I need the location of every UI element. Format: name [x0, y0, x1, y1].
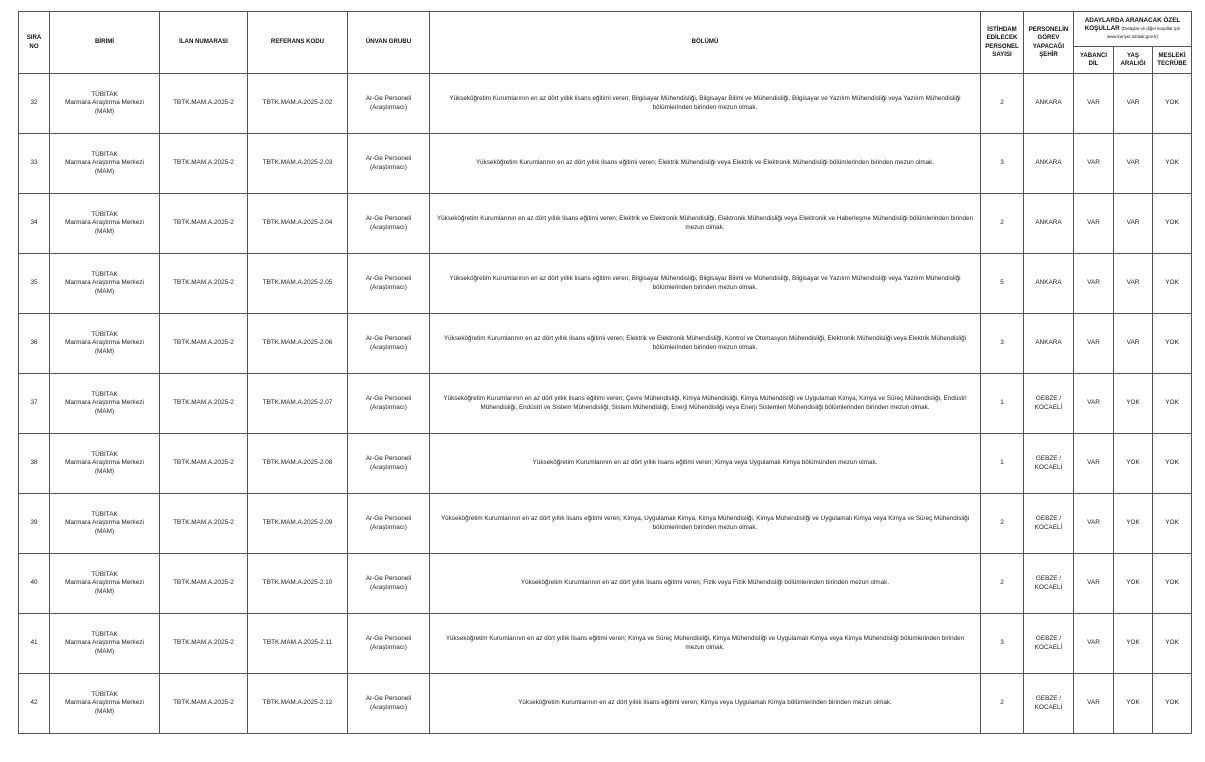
unvan-line: (Araştırmacı)	[370, 583, 407, 591]
sehir-line: GEBZE /	[1035, 574, 1062, 582]
sira-no-cell: 40	[19, 554, 50, 614]
header-birimi: BİRİMİ	[50, 12, 160, 74]
birim-line: Marmara Araştırma Merkezi	[65, 459, 144, 467]
personel-sayisi-cell: 3	[981, 134, 1024, 194]
sira-no-cell: 41	[19, 614, 50, 674]
yas-araligi-cell: VAR	[1114, 134, 1153, 194]
unvan-line: Ar-Ge Personeli	[365, 394, 412, 402]
header-ozel-kosullar	[1074, 12, 1192, 47]
mesleki-tecrube-cell: YOK	[1153, 554, 1192, 614]
ilan-numarasi-cell: TBTK.MAM.A.2025-2	[160, 254, 248, 314]
bolum-cell: Yükseköğretim Kurumlarının en az dört yıllık lisans eğitimi veren; Elektrik Mühendisliği veya Elektrik ve Elektronik Mühendisliği bölümlerinden birinden mezun olmak.	[430, 134, 981, 194]
referans-kodu-cell: TBTK.MAM.A.2025-2.11	[248, 614, 348, 674]
sehir-line: KOCAELİ	[1034, 583, 1063, 591]
unvan-line: (Araştırmacı)	[370, 463, 407, 471]
referans-kodu-cell: TBTK.MAM.A.2025-2.09	[248, 494, 348, 554]
birim-line: Marmara Araştırma Merkezi	[65, 339, 144, 347]
unvan-line: (Araştırmacı)	[370, 703, 407, 711]
unvan-line: Ar-Ge Personeli	[365, 514, 412, 522]
unvan-line: (Araştırmacı)	[370, 223, 407, 231]
table-row	[19, 614, 1192, 674]
personel-sayisi-cell: 3	[981, 314, 1024, 374]
birim-line: (MAM)	[94, 227, 115, 235]
birim-line: (MAM)	[94, 407, 115, 415]
birim-line: TÜBİTAK	[91, 90, 118, 98]
unvan-cell	[348, 374, 430, 434]
yas-araligi-cell: VAR	[1114, 194, 1153, 254]
yabanci-dil-cell: VAR	[1074, 134, 1114, 194]
sehir-line: ANKARA	[1035, 99, 1062, 107]
ilan-numarasi-cell: TBTK.MAM.A.2025-2	[160, 614, 248, 674]
yabanci-dil-cell: VAR	[1074, 194, 1114, 254]
unvan-line: Ar-Ge Personeli	[365, 454, 412, 462]
ilan-numarasi-cell: TBTK.MAM.A.2025-2	[160, 74, 248, 134]
unvan-line: Ar-Ge Personeli	[365, 154, 412, 162]
birim-line: (MAM)	[94, 347, 115, 355]
yabanci-dil-cell: VAR	[1074, 314, 1114, 374]
birim-cell	[50, 254, 160, 314]
mesleki-tecrube-cell: YOK	[1153, 674, 1192, 734]
ilan-numarasi-cell: TBTK.MAM.A.2025-2	[160, 674, 248, 734]
bolum-cell: Yükseköğretim Kurumlarının en az dört yıllık lisans eğitimi veren; Fizik veya Fizik Mühendisliği bölümlerinden birinden mezun olmak.	[430, 554, 981, 614]
birim-line: (MAM)	[94, 527, 115, 535]
birim-line: Marmara Araştırma Merkezi	[65, 699, 144, 707]
mesleki-tecrube-cell: YOK	[1153, 194, 1192, 254]
sehir-cell	[1024, 314, 1074, 374]
mesleki-tecrube-cell: YOK	[1153, 434, 1192, 494]
unvan-cell	[348, 674, 430, 734]
birim-line: TÜBİTAK	[91, 450, 118, 458]
header-sira-no: SIRA NO	[19, 12, 50, 74]
birim-line: (MAM)	[94, 287, 115, 295]
header-ozel-kosullar-note: (Detaylar ve diğer koşullar için www.kariyer.tubitak.gov.tr)	[1107, 25, 1181, 40]
birim-line: (MAM)	[94, 107, 115, 115]
mesleki-tecrube-cell: YOK	[1153, 374, 1192, 434]
sira-no-cell: 42	[19, 674, 50, 734]
personel-sayisi-cell: 1	[981, 374, 1024, 434]
ilan-numarasi-cell: TBTK.MAM.A.2025-2	[160, 314, 248, 374]
sehir-line: GEBZE /	[1035, 394, 1062, 402]
header-yas-araligi: YAŞ ARALIĞI	[1114, 47, 1153, 74]
sehir-line: GEBZE /	[1035, 514, 1062, 522]
yabanci-dil-cell: VAR	[1074, 554, 1114, 614]
birim-line: Marmara Araştırma Merkezi	[65, 279, 144, 287]
sehir-cell	[1024, 614, 1074, 674]
header-sehir: PERSONELİN GÖREV YAPACAĞI ŞEHİR	[1024, 12, 1074, 74]
bolum-cell: Yükseköğretim Kurumlarının en az dört yıllık lisans eğitimi veren; Elektrik ve Elektronik Mühendisliği, Elektronik Mühendisliği veya Elektronik ve Haberleşme Mühendisliği bölümlerinden birinden mezun olmak.	[430, 194, 981, 254]
mesleki-tecrube-cell: YOK	[1153, 614, 1192, 674]
birim-cell	[50, 194, 160, 254]
sira-no-cell: 34	[19, 194, 50, 254]
table-row	[19, 494, 1192, 554]
birim-line: (MAM)	[94, 467, 115, 475]
birim-cell	[50, 74, 160, 134]
unvan-line: (Araştırmacı)	[370, 103, 407, 111]
birim-line: (MAM)	[94, 167, 115, 175]
yabanci-dil-cell: VAR	[1074, 494, 1114, 554]
referans-kodu-cell: TBTK.MAM.A.2025-2.12	[248, 674, 348, 734]
sehir-line: KOCAELİ	[1034, 523, 1063, 531]
birim-cell	[50, 614, 160, 674]
referans-kodu-cell: TBTK.MAM.A.2025-2.02	[248, 74, 348, 134]
bolum-cell: Yükseköğretim Kurumlarının en az dört yıllık lisans eğitimi veren; Kimya veya Uygulamalı Kimya bölümünden mezun olmak.	[430, 434, 981, 494]
table-row	[19, 74, 1192, 134]
birim-line: Marmara Araştırma Merkezi	[65, 519, 144, 527]
sehir-line: KOCAELİ	[1034, 403, 1063, 411]
personel-sayisi-cell: 2	[981, 674, 1024, 734]
yas-araligi-cell: YOK	[1114, 554, 1153, 614]
birim-line: Marmara Araştırma Merkezi	[65, 99, 144, 107]
birim-cell	[50, 554, 160, 614]
yas-araligi-cell: YOK	[1114, 494, 1153, 554]
bolum-cell: Yükseköğretim Kurumlarının en az dört yıllık lisans eğitimi veren; Bilgisayar Mühendisliği, Bilgisayar Bilimi ve Mühendisliği, Bilgisayar ve Yazılım Mühendisliği veya Yazılım Mühendisliği bölümlerinden birinden mezun olmak.	[430, 74, 981, 134]
yabanci-dil-cell: VAR	[1074, 254, 1114, 314]
sehir-line: KOCAELİ	[1034, 703, 1063, 711]
sehir-line: ANKARA	[1035, 339, 1062, 347]
table-row	[19, 674, 1192, 734]
unvan-cell	[348, 434, 430, 494]
yas-araligi-cell: YOK	[1114, 614, 1153, 674]
bolum-cell: Yükseköğretim Kurumlarının en az dört yıllık lisans eğitimi veren; Çevre Mühendisliği, Kimya Mühendisliği, Kimya Mühendisliği ve Uygulamalı Kimya, Kimya ve Süreç Mühendisliği, Endüstri Mühendisliği, Endüstri ve Sistem Mühendisliği, Sistem Mühendisliği, Enerji Mühendisliği veya Enerji Sistemleri Mühendisliği bölümlerinden birinden mezun olmak.	[430, 374, 981, 434]
birim-line: (MAM)	[94, 647, 115, 655]
sehir-cell	[1024, 674, 1074, 734]
document-page	[18, 11, 1192, 734]
yas-araligi-cell: VAR	[1114, 254, 1153, 314]
sehir-line: GEBZE /	[1035, 634, 1062, 642]
unvan-cell	[348, 494, 430, 554]
birim-cell	[50, 314, 160, 374]
unvan-cell	[348, 194, 430, 254]
yabanci-dil-cell: VAR	[1074, 674, 1114, 734]
unvan-line: (Araştırmacı)	[370, 643, 407, 651]
unvan-line: (Araştırmacı)	[370, 403, 407, 411]
birim-line: (MAM)	[94, 707, 115, 715]
header-mesleki-tecrube: MESLEKİ TECRÜBE	[1153, 47, 1192, 74]
personel-sayisi-cell: 2	[981, 194, 1024, 254]
unvan-cell	[348, 74, 430, 134]
referans-kodu-cell: TBTK.MAM.A.2025-2.08	[248, 434, 348, 494]
table-row	[19, 374, 1192, 434]
referans-kodu-cell: TBTK.MAM.A.2025-2.05	[248, 254, 348, 314]
unvan-cell	[348, 554, 430, 614]
unvan-line: Ar-Ge Personeli	[365, 274, 412, 282]
unvan-line: Ar-Ge Personeli	[365, 214, 412, 222]
birim-line: TÜBİTAK	[91, 690, 118, 698]
yabanci-dil-cell: VAR	[1074, 614, 1114, 674]
birim-cell	[50, 134, 160, 194]
referans-kodu-cell: TBTK.MAM.A.2025-2.03	[248, 134, 348, 194]
table-body	[19, 74, 1192, 734]
table-row	[19, 194, 1192, 254]
unvan-cell	[348, 134, 430, 194]
personel-sayisi-cell: 5	[981, 254, 1024, 314]
table-row	[19, 134, 1192, 194]
job-listing-table	[18, 11, 1192, 734]
table-row	[19, 554, 1192, 614]
header-yabanci-dil: YABANCI DİL	[1074, 47, 1114, 74]
table-header	[19, 12, 1192, 74]
yas-araligi-cell: YOK	[1114, 374, 1153, 434]
unvan-line: Ar-Ge Personeli	[365, 694, 412, 702]
sehir-line: KOCAELİ	[1034, 643, 1063, 651]
unvan-line: Ar-Ge Personeli	[365, 634, 412, 642]
yas-araligi-cell: VAR	[1114, 74, 1153, 134]
sehir-cell	[1024, 434, 1074, 494]
referans-kodu-cell: TBTK.MAM.A.2025-2.06	[248, 314, 348, 374]
mesleki-tecrube-cell: YOK	[1153, 254, 1192, 314]
referans-kodu-cell: TBTK.MAM.A.2025-2.10	[248, 554, 348, 614]
bolum-cell: Yükseköğretim Kurumlarının en az dört yıllık lisans eğitimi veren; Elektrik ve Elektronik Mühendisliği, Kontrol ve Otomasyon Mühendisliği, Elektronik Mühendisliği veya Elektrik Mühendisliği bölümlerinden birinden mezun olmak.	[430, 314, 981, 374]
ilan-numarasi-cell: TBTK.MAM.A.2025-2	[160, 434, 248, 494]
birim-line: TÜBİTAK	[91, 570, 118, 578]
birim-line: TÜBİTAK	[91, 510, 118, 518]
birim-line: Marmara Araştırma Merkezi	[65, 579, 144, 587]
birim-line: TÜBİTAK	[91, 150, 118, 158]
sehir-line: ANKARA	[1035, 159, 1062, 167]
birim-line: TÜBİTAK	[91, 270, 118, 278]
ilan-numarasi-cell: TBTK.MAM.A.2025-2	[160, 194, 248, 254]
yas-araligi-cell: YOK	[1114, 434, 1153, 494]
birim-line: TÜBİTAK	[91, 210, 118, 218]
bolum-cell: Yükseköğretim Kurumlarının en az dört yıllık lisans eğitimi veren; Kimya veya Uygulamalı Kimya bölümlerinden birinden mezun olmak.	[430, 674, 981, 734]
sira-no-cell: 32	[19, 74, 50, 134]
sehir-line: KOCAELİ	[1034, 463, 1063, 471]
birim-cell	[50, 494, 160, 554]
personel-sayisi-cell: 3	[981, 614, 1024, 674]
header-istihdam: İSTİHDAM EDİLECEK PERSONEL SAYISI	[981, 12, 1024, 74]
personel-sayisi-cell: 2	[981, 494, 1024, 554]
birim-cell	[50, 374, 160, 434]
unvan-line: (Araştırmacı)	[370, 343, 407, 351]
birim-line: Marmara Araştırma Merkezi	[65, 399, 144, 407]
unvan-line: Ar-Ge Personeli	[365, 334, 412, 342]
ilan-numarasi-cell: TBTK.MAM.A.2025-2	[160, 554, 248, 614]
birim-line: (MAM)	[94, 587, 115, 595]
unvan-cell	[348, 614, 430, 674]
unvan-cell	[348, 314, 430, 374]
yas-araligi-cell: VAR	[1114, 314, 1153, 374]
sira-no-cell: 35	[19, 254, 50, 314]
unvan-cell	[348, 254, 430, 314]
unvan-line: (Araştırmacı)	[370, 163, 407, 171]
yabanci-dil-cell: VAR	[1074, 434, 1114, 494]
table-row	[19, 254, 1192, 314]
personel-sayisi-cell: 2	[981, 554, 1024, 614]
sira-no-cell: 38	[19, 434, 50, 494]
personel-sayisi-cell: 1	[981, 434, 1024, 494]
sehir-line: GEBZE /	[1035, 694, 1062, 702]
birim-line: Marmara Araştırma Merkezi	[65, 219, 144, 227]
yabanci-dil-cell: VAR	[1074, 374, 1114, 434]
mesleki-tecrube-cell: YOK	[1153, 494, 1192, 554]
sira-no-cell: 33	[19, 134, 50, 194]
unvan-line: (Araştırmacı)	[370, 523, 407, 531]
sehir-cell	[1024, 134, 1074, 194]
mesleki-tecrube-cell: YOK	[1153, 134, 1192, 194]
header-referans-kodu: REFERANS KODU	[248, 12, 348, 74]
sehir-cell	[1024, 554, 1074, 614]
table-row	[19, 434, 1192, 494]
sehir-line: ANKARA	[1035, 219, 1062, 227]
header-bolumu: BÖLÜMÜ	[430, 12, 981, 74]
sehir-cell	[1024, 74, 1074, 134]
unvan-line: Ar-Ge Personeli	[365, 574, 412, 582]
mesleki-tecrube-cell: YOK	[1153, 74, 1192, 134]
header-unvan-grubu: ÜNVAN GRUBU	[348, 12, 430, 74]
unvan-line: Ar-Ge Personeli	[365, 94, 412, 102]
sehir-line: ANKARA	[1035, 279, 1062, 287]
birim-line: TÜBİTAK	[91, 390, 118, 398]
sehir-cell	[1024, 374, 1074, 434]
ilan-numarasi-cell: TBTK.MAM.A.2025-2	[160, 374, 248, 434]
header-ozel-kosullar-title: ADAYLARDA ARANACAK ÖZEL KOŞULLAR	[1084, 16, 1181, 32]
sira-no-cell: 36	[19, 314, 50, 374]
ilan-numarasi-cell: TBTK.MAM.A.2025-2	[160, 134, 248, 194]
sehir-line: GEBZE /	[1035, 454, 1062, 462]
sira-no-cell: 39	[19, 494, 50, 554]
referans-kodu-cell: TBTK.MAM.A.2025-2.04	[248, 194, 348, 254]
birim-cell	[50, 674, 160, 734]
birim-line: Marmara Araştırma Merkezi	[65, 639, 144, 647]
sehir-cell	[1024, 194, 1074, 254]
bolum-cell: Yükseköğretim Kurumlarının en az dört yıllık lisans eğitimi veren; Kimya, Uygulamalı Kimya, Kimya Mühendisliği, Kimya Mühendisliği ve Uygulamalı Kimya veya Kimya ve Süreç Mühendisliği bölümlerinden birinden mezun olmak.	[430, 494, 981, 554]
birim-line: TÜBİTAK	[91, 630, 118, 638]
sira-no-cell: 37	[19, 374, 50, 434]
yabanci-dil-cell: VAR	[1074, 74, 1114, 134]
referans-kodu-cell: TBTK.MAM.A.2025-2.07	[248, 374, 348, 434]
sehir-cell	[1024, 494, 1074, 554]
bolum-cell: Yükseköğretim Kurumlarının en az dört yıllık lisans eğitimi veren; Bilgisayar Mühendisliği, Bilgisayar Bilimi ve Mühendisliği, Bilgisayar ve Yazılım Mühendisliği veya Yazılım Mühendisliği bölümlerinden birinden mezun olmak.	[430, 254, 981, 314]
ilan-numarasi-cell: TBTK.MAM.A.2025-2	[160, 494, 248, 554]
birim-line: TÜBİTAK	[91, 330, 118, 338]
yas-araligi-cell: YOK	[1114, 674, 1153, 734]
table-row	[19, 314, 1192, 374]
personel-sayisi-cell: 2	[981, 74, 1024, 134]
birim-cell	[50, 434, 160, 494]
sehir-cell	[1024, 254, 1074, 314]
mesleki-tecrube-cell: YOK	[1153, 314, 1192, 374]
bolum-cell: Yükseköğretim Kurumlarının en az dört yıllık lisans eğitimi veren; Kimya ve Süreç Mühendisliği, Kimya Mühendisliği ve Uygulamalı Kimya veya Kimya Mühendisliği bölümlerinden birinden mezun olmak.	[430, 614, 981, 674]
birim-line: Marmara Araştırma Merkezi	[65, 159, 144, 167]
unvan-line: (Araştırmacı)	[370, 283, 407, 291]
header-ilan-numarasi: İLAN NUMARASI	[160, 12, 248, 74]
